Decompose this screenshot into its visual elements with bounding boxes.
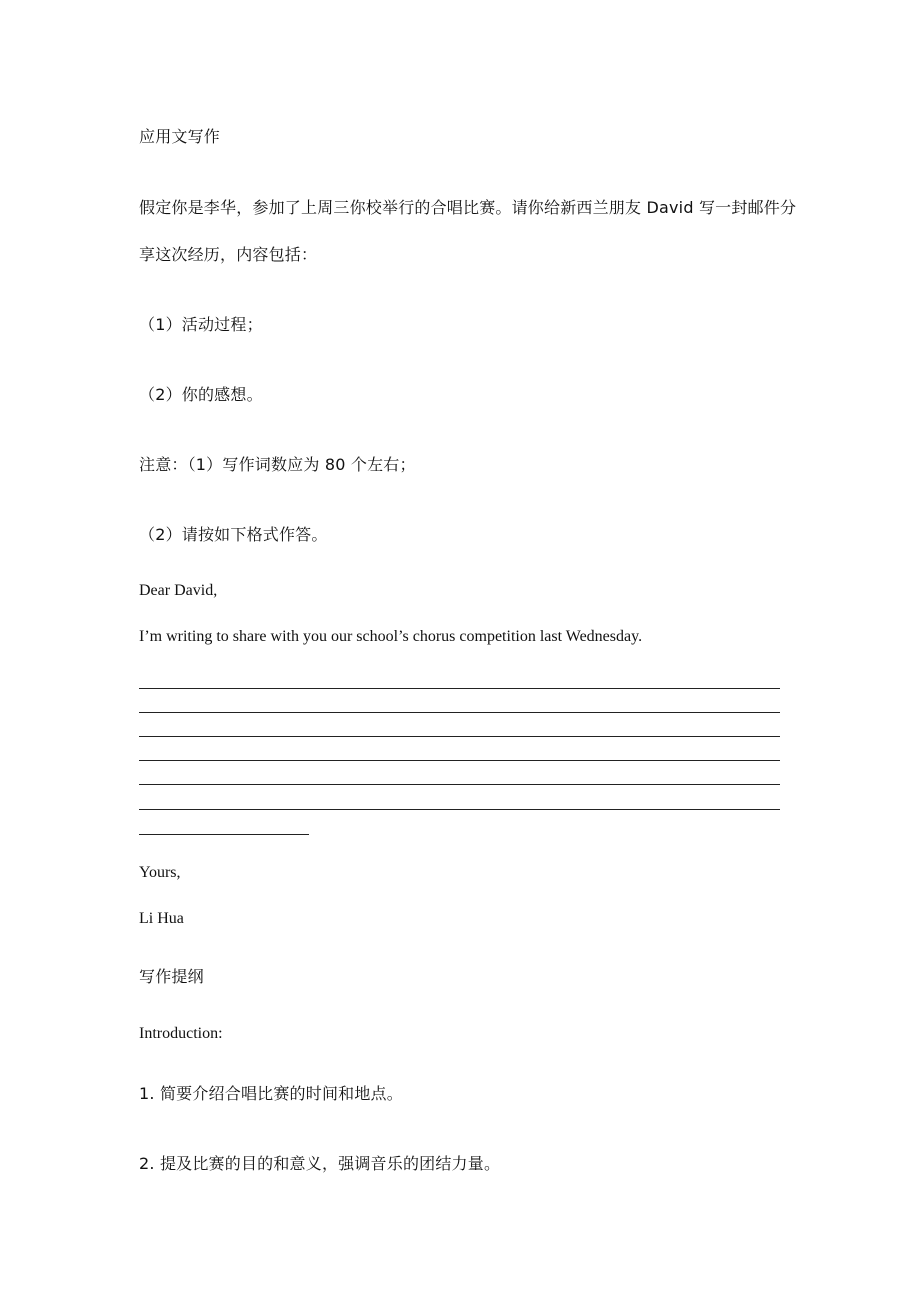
opening-sentence: I’m writing to share with you our school’s chorus competition last Wednesday. (139, 628, 643, 645)
prompt-line-1: 假定你是李华，参加了上周三你校举行的合唱比赛。请你给新西兰朋友 David 写一封邮件分 (139, 198, 797, 217)
answer-line-5 (139, 784, 780, 785)
signature: Li Hua (139, 910, 184, 927)
outline-item-1: 1. 简要介绍合唱比赛的时间和地点。 (139, 1084, 403, 1103)
prompt-line-2: 享这次经历，内容包括： (139, 245, 318, 264)
answer-line-2 (139, 712, 780, 713)
answer-line-4 (139, 760, 780, 761)
salutation: Dear David, (139, 582, 218, 599)
content-point-2: （2）你的感想。 (139, 385, 263, 404)
answer-line-3 (139, 736, 780, 737)
outline-item-2: 2. 提及比赛的目的和意义，强调音乐的团结力量。 (139, 1154, 501, 1173)
note-line-2: （2）请按如下格式作答。 (139, 525, 328, 544)
content-point-1: （1）活动过程； (139, 315, 263, 334)
introduction-label: Introduction: (139, 1025, 223, 1042)
answer-line-7 (139, 834, 309, 835)
outline-heading: 写作提纲 (139, 967, 204, 986)
answer-line-1 (139, 688, 780, 689)
answer-line-6 (139, 809, 780, 810)
closing: Yours, (139, 864, 181, 881)
note-line-1: 注意：（1）写作词数应为 80 个左右； (139, 455, 416, 474)
section-heading: 应用文写作 (139, 127, 221, 146)
